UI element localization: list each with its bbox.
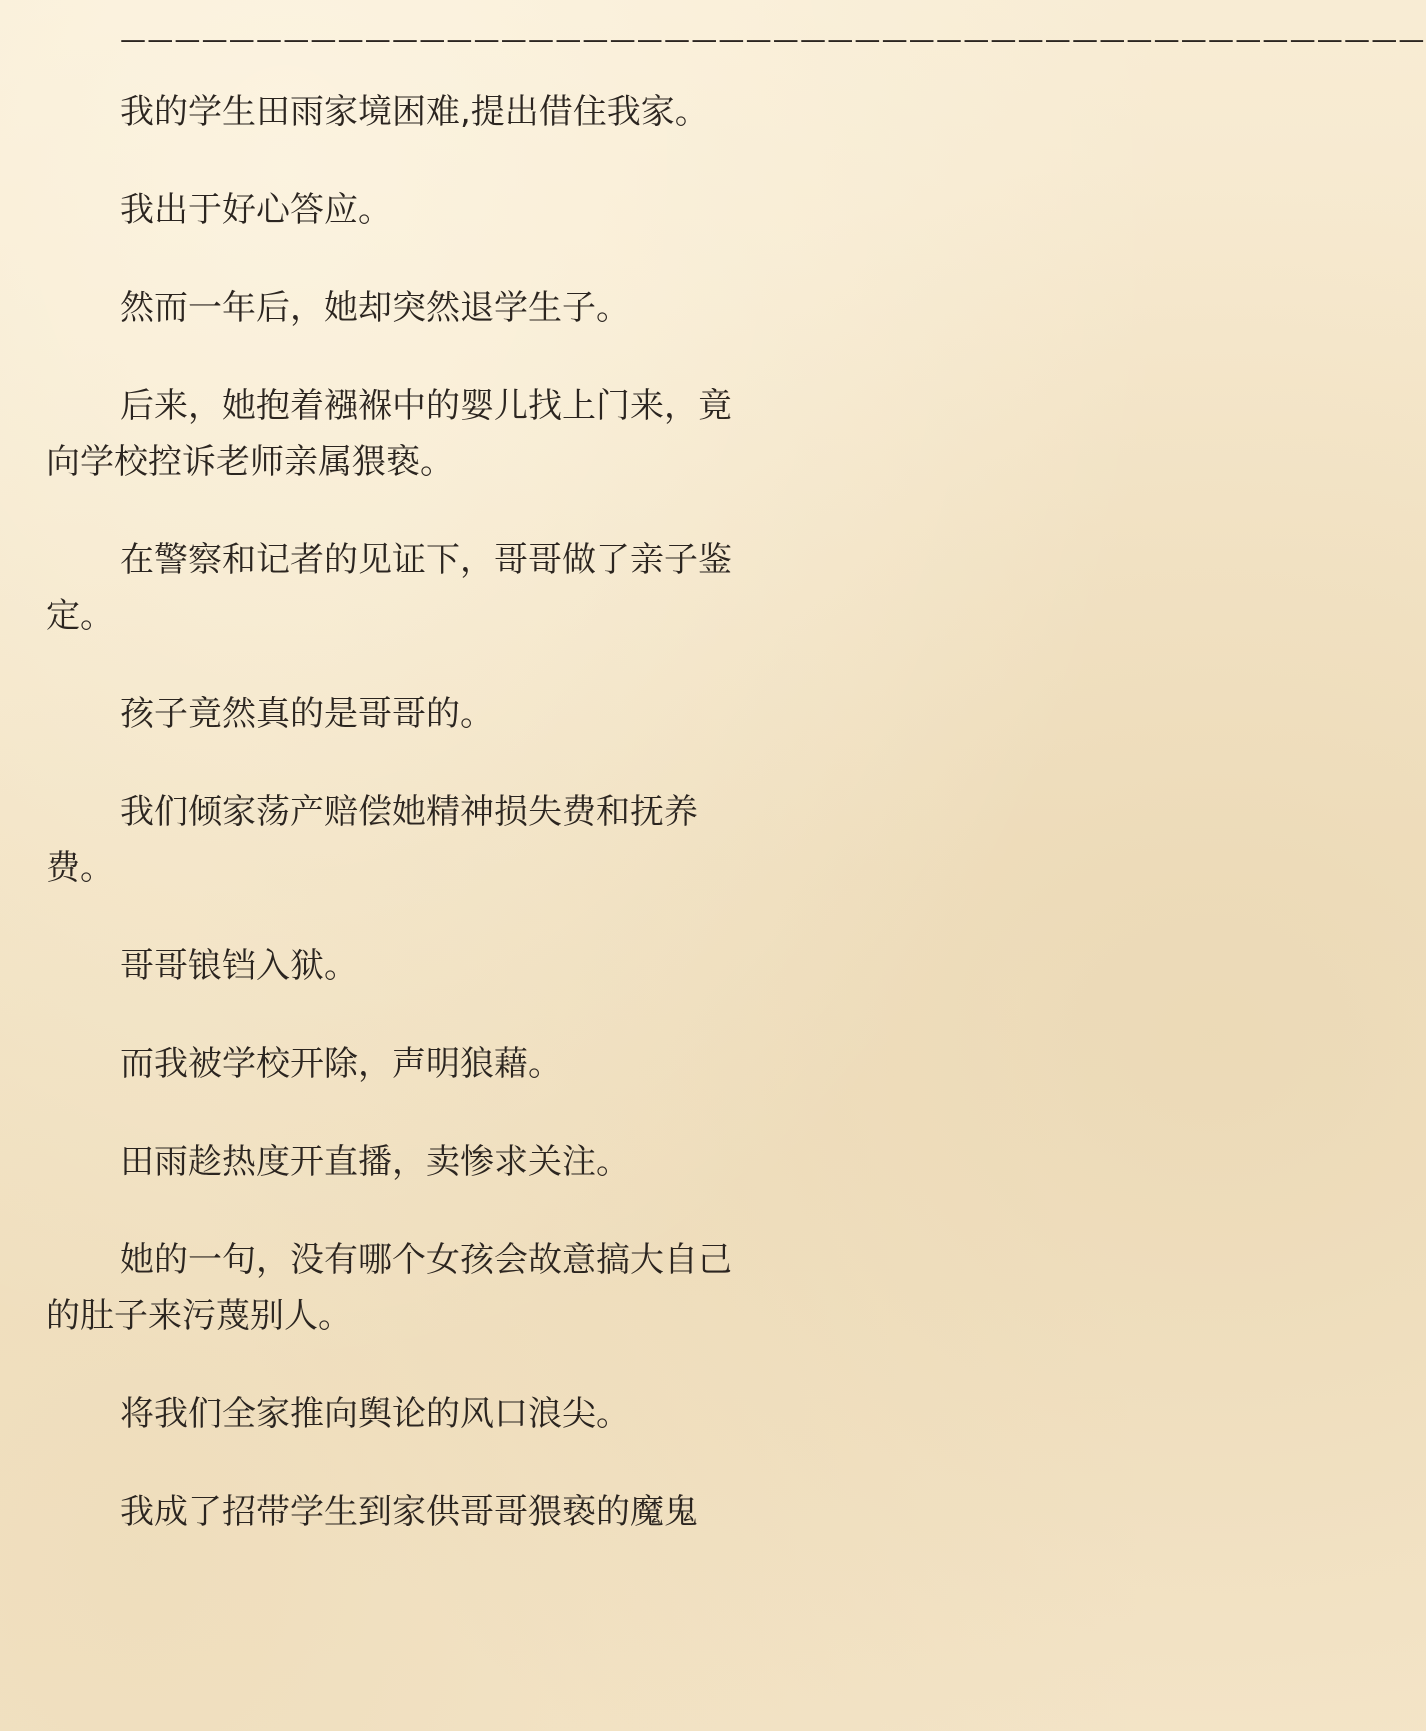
paragraph: 田雨趁热度开直播，卖惨求关注。 bbox=[120, 1142, 630, 1182]
paragraph: 我成了招带学生到家供哥哥猥亵的魔鬼 bbox=[120, 1492, 698, 1532]
paragraph: 然而一年后，她却突然退学生子。 bbox=[120, 288, 630, 328]
paragraph: 孩子竟然真的是哥哥的。 bbox=[120, 694, 494, 734]
paragraph: 后来，她抱着襁褓中的婴儿找上门来，竟向学校控诉老师亲属猥亵。 bbox=[46, 386, 732, 482]
paragraph: 我的学生田雨家境困难,提出借住我家。 bbox=[120, 92, 709, 132]
paragraph: 我们倾家荡产赔偿她精神损失费和抚养费。 bbox=[46, 792, 698, 888]
paragraph: 而我被学校开除，声明狼藉。 bbox=[120, 1044, 562, 1084]
paragraph: 哥哥锒铛入狱。 bbox=[120, 946, 358, 986]
paragraph: 在警察和记者的见证下，哥哥做了亲子鉴定。 bbox=[46, 540, 732, 636]
paragraph: 将我们全家推向舆论的风口浪尖。 bbox=[120, 1394, 630, 1434]
paragraph: 她的一句，没有哪个女孩会故意搞大自己的肚子来污蔑别人。 bbox=[46, 1240, 732, 1336]
paragraph: 我出于好心答应。 bbox=[120, 190, 392, 230]
section-divider: ———————————————————————————————————————————————— bbox=[120, 25, 1426, 55]
story-body bbox=[46, 84, 760, 1540]
